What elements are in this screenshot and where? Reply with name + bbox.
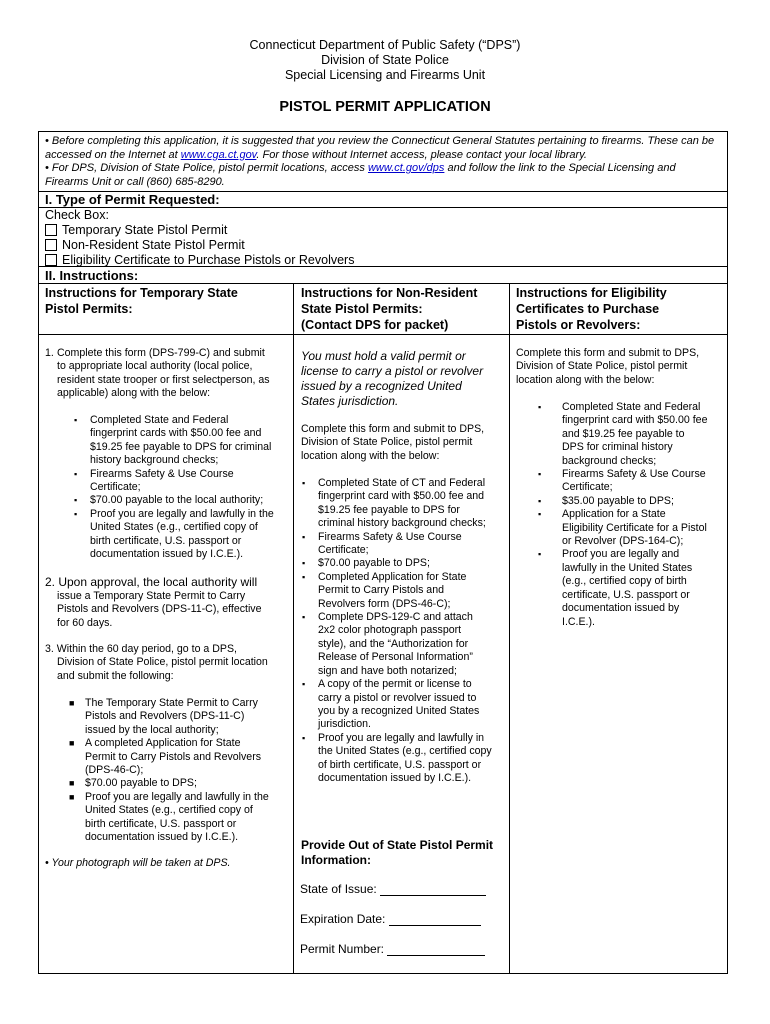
list-item-line: or Revolver (DPS-164-C); <box>562 535 684 548</box>
list-item-line: Certificate; <box>318 544 369 557</box>
list-item <box>296 531 506 558</box>
list-item-line: Certificate; <box>90 481 141 494</box>
list-item-line: Proof you are legally and lawfully in <box>318 731 485 744</box>
bullet-icon: ▪ <box>74 468 78 479</box>
bullet-icon: ■ <box>69 738 75 749</box>
bullet-icon: ▪ <box>302 679 306 690</box>
unit-name: Special Licensing and Firearms Unit <box>284 68 486 82</box>
list-item-line: $70.00 payable to DPS; <box>318 557 430 570</box>
list-item <box>63 697 290 737</box>
list-item <box>68 494 290 507</box>
column-divider <box>293 283 294 974</box>
list-item-line: A completed Application for State <box>85 737 241 750</box>
bullet-icon: ■ <box>69 698 75 708</box>
list-item-line: Permit to Carry Pistols and <box>318 584 444 597</box>
list-item-line: Certificate; <box>562 481 613 494</box>
list-item-line: I.C.E.). <box>562 615 595 628</box>
list-item-line: $19.25 fee payable to DPS for <box>318 503 460 516</box>
checkbox-nonresident[interactable] <box>45 239 57 251</box>
option-temporary-permit[interactable]: Temporary State Pistol Permit <box>45 223 227 237</box>
col2-valid-permit-note: You must hold a valid permit or license to carry a pistol or revolver issued by a recognized United States jurisdiction. <box>301 349 484 408</box>
list-item-line: carry a pistol or revolver issued to <box>318 691 477 704</box>
col1-step-1: 1. Complete this form (DPS-799-C) and submit to appropriate local authority (local police, resident state trooper or first selectperson, as applicable) along with the below: <box>45 347 270 400</box>
col3-heading: Instructions for Eligibility Certificates to Purchase Pistols or Revolvers: <box>516 286 667 332</box>
col3-intro: Complete this form and submit to DPS, Division of State Police, pistol permit location along with the below: <box>516 347 700 386</box>
list-item-line: and $19.25 fee payable to <box>562 427 685 440</box>
list-item <box>68 508 290 562</box>
list-item-line: sign and have both notarized; <box>318 664 457 677</box>
bullet-icon: ▪ <box>538 509 542 520</box>
list-item <box>520 468 725 495</box>
list-item-line: United States (e.g., certified copy of <box>85 804 253 817</box>
option-eligibility-certificate[interactable]: Eligibility Certificate to Purchase Pistols or Revolvers <box>45 253 354 267</box>
list-item-line: documentation issued by I.C.E.). <box>85 831 239 844</box>
column-divider <box>509 283 510 974</box>
checkbox-eligibility[interactable] <box>45 254 57 266</box>
agency-name: Connecticut Department of Public Safety (“DPS”) <box>249 38 521 52</box>
bullet-icon: ■ <box>69 791 75 802</box>
list-item <box>296 732 506 786</box>
list-item-line: Proof you are legally and <box>562 548 680 561</box>
list-item-line: Firearms Safety & Use Course <box>90 467 234 480</box>
divider <box>38 334 728 335</box>
list-item-line: fingerprint card with $50.00 fee <box>562 414 708 427</box>
list-item <box>520 548 725 628</box>
col1-step-2-l1: 2. Upon approval, the local authority will <box>45 575 258 589</box>
state-of-issue-input[interactable] <box>380 883 486 896</box>
bullet-icon: ▪ <box>538 402 542 412</box>
list-item <box>68 414 290 468</box>
list-item-line: Release of Personal Information” <box>318 651 473 664</box>
photo-note: • Your photograph will be taken at DPS. <box>45 857 231 869</box>
list-item-line: certificate, U.S. passport or <box>562 588 690 601</box>
section-1-heading: I. Type of Permit Requested: <box>45 192 220 207</box>
list-item-line: documentation issued by I.C.E.). <box>90 548 244 561</box>
checkbox-temporary[interactable] <box>45 224 57 236</box>
bullet-icon: ▪ <box>74 508 78 519</box>
list-item-line: birth certificate, U.S. passport or <box>90 534 242 547</box>
list-item-line: $19.25 fee payable to DPS for criminal <box>90 440 272 453</box>
list-item-line: fingerprint cards with $50.00 fee and <box>90 427 262 440</box>
intro-notes <box>45 135 720 189</box>
list-item-line: DPS for criminal history <box>562 441 673 454</box>
list-item-line: Revolvers form (DPS-46-C); <box>318 597 451 610</box>
bullet-icon: ▪ <box>302 571 306 582</box>
bullet-icon: ▪ <box>74 415 78 425</box>
expiration-date-field[interactable]: Expiration Date: <box>300 912 481 926</box>
list-item-line: Firearms Safety & Use Course <box>562 468 706 481</box>
list-item <box>63 737 290 777</box>
bullet-icon: ▪ <box>302 531 306 542</box>
list-item-line: fingerprint card with $50.00 fee and <box>318 490 485 503</box>
list-item <box>68 468 290 495</box>
intro-note-statutes: • Before completing this application, it is suggested that you review the Connecticut General Statutes pertaining to firearms. These can be accessed on the Internet at www.cga.ct.gov. For those without Internet access, please contact your local library. <box>45 135 715 161</box>
list-item-line: birth certificate, U.S. passport or <box>85 817 237 830</box>
list-item <box>296 678 506 732</box>
list-item-line: Pistols and Revolvers (DPS-11-C) <box>85 710 245 723</box>
list-item-line: Permit to Carry Pistols and Revolvers <box>85 750 262 763</box>
list-item-line: of birth certificate, U.S. passport or <box>318 758 482 771</box>
bullet-icon: ▪ <box>302 478 306 488</box>
list-item <box>63 777 290 790</box>
list-item <box>296 611 506 678</box>
list-item-line: the United States (e.g., certified copy <box>318 745 492 758</box>
bullet-icon: ■ <box>69 778 75 789</box>
list-item <box>63 791 290 845</box>
permit-number-field[interactable]: Permit Number: <box>300 942 485 956</box>
col2-requirements-list <box>296 477 506 785</box>
list-item-line: $35.00 payable to DPS; <box>562 494 674 507</box>
list-item <box>296 557 506 570</box>
bullet-icon: ▪ <box>302 612 306 623</box>
bullet-icon: ▪ <box>538 549 542 560</box>
bullet-icon: ▪ <box>302 732 306 743</box>
col1-requirements-list <box>68 414 290 561</box>
bullet-icon: ▪ <box>302 558 306 569</box>
list-item-line: Complete DPS-129-C and attach <box>318 611 473 624</box>
list-item-line: Application for a State <box>562 508 666 521</box>
list-item-line: The Temporary State Permit to Carry <box>85 697 258 709</box>
list-item-line: Completed State and Federal <box>562 401 701 413</box>
list-item <box>520 401 725 468</box>
page-title: PISTOL PERMIT APPLICATION <box>279 99 491 115</box>
list-item-line: history background checks; <box>90 454 219 467</box>
permit-number-input[interactable] <box>387 943 485 956</box>
list-item-line: (e.g., certified copy of birth <box>562 575 687 588</box>
list-item <box>520 508 725 548</box>
list-item-line: issued by the local authority; <box>85 723 219 736</box>
state-of-issue-field[interactable]: State of Issue: <box>300 882 486 896</box>
col1-dps-submission-list <box>63 697 290 844</box>
list-item-line: Completed Application for State <box>318 570 467 583</box>
list-item <box>296 477 506 531</box>
list-item <box>296 571 506 611</box>
option-nonresident-permit[interactable]: Non-Resident State Pistol Permit <box>45 238 245 252</box>
out-of-state-heading: Provide Out of State Pistol Permit Information: <box>301 838 494 867</box>
list-item-line: (DPS-46-C); <box>85 764 144 777</box>
col2-intro: Complete this form and submit to DPS, Division of State Police, pistol permit location along with the below: <box>301 423 485 462</box>
col1-step-2-body: issue a Temporary State Permit to Carry Pistols and Revolvers (DPS-11-C), effective for 60 days. <box>57 590 262 629</box>
list-item-line: documentation issued by <box>562 602 680 615</box>
list-item-line: A copy of the permit or license to <box>318 678 472 691</box>
list-item-line: Firearms Safety & Use Course <box>318 530 462 543</box>
bullet-icon: ▪ <box>538 469 542 480</box>
expiration-date-input[interactable] <box>389 913 481 926</box>
bullet-icon: ▪ <box>74 495 78 506</box>
list-item-line: $70.00 payable to DPS; <box>85 777 197 790</box>
list-item-line: criminal history background checks; <box>318 517 486 530</box>
list-item-line: style), and the “Authorization for <box>318 637 469 650</box>
divider <box>38 283 728 284</box>
dps-link[interactable]: www.ct.gov/dps <box>367 162 445 174</box>
list-item-line: Proof you are legally and lawfully in the <box>90 507 274 520</box>
col1-heading: Instructions for Temporary State Pistol Permits: <box>45 286 238 316</box>
list-item-line: documentation issued by I.C.E.). <box>318 771 472 784</box>
cga-link[interactable]: www.cga.ct.gov <box>180 148 257 161</box>
list-item-line: Eligibility Certificate for a Pistol <box>562 521 707 534</box>
division-name: Division of State Police <box>321 53 449 67</box>
section-2-heading: II. Instructions: <box>45 268 139 283</box>
col1-step-3: 3. Within the 60 day period, go to a DPS, Division of State Police, pistol permit location and submit the following: <box>45 643 268 682</box>
check-box-label: Check Box: <box>45 208 109 222</box>
list-item-line: you by a recognized United States <box>318 704 480 717</box>
list-item-line: background checks; <box>562 454 657 467</box>
list-item-line: Proof you are legally and lawfully in the <box>85 790 269 803</box>
list-item-line: Completed State and Federal <box>90 414 229 426</box>
intro-note-locations: • For DPS, Division of State Police, pistol permit locations, access www.ct.gov/dps and follow the link to the Special Licensing and Firearms Unit or call (860) 685-8290. <box>45 162 676 188</box>
col2-heading: Instructions for Non-Resident State Pistol Permits: (Contact DPS for packet) <box>301 286 478 332</box>
list-item-line: United States (e.g., certified copy of <box>90 521 258 534</box>
divider <box>38 207 728 208</box>
list-item-line: jurisdiction. <box>318 718 371 731</box>
bullet-icon: ▪ <box>538 495 542 506</box>
list-item <box>520 495 725 508</box>
list-item-line: Completed State of CT and Federal <box>318 477 486 489</box>
list-item-line: 2x2 color photograph passport <box>318 624 462 637</box>
list-item-line: $70.00 payable to the local authority; <box>90 494 264 507</box>
list-item-line: lawfully in the United States <box>562 561 693 574</box>
col3-requirements-list <box>520 401 725 629</box>
